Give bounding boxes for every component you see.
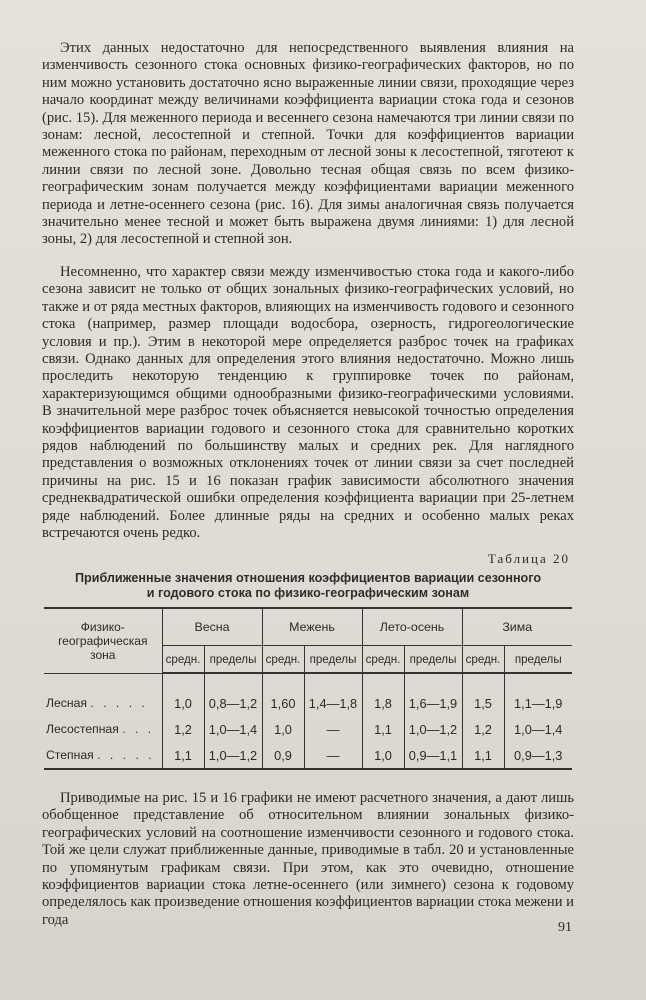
table-cell: 0,9—1,1 xyxy=(404,742,462,769)
header-season-summer-autumn: Лето-осень xyxy=(362,608,462,646)
table-cell: 1,1 xyxy=(462,742,504,769)
paragraph-3: Приводимые на рис. 15 и 16 графики не имеют расчетного значения, а дают лишь обобщенное представление об относительном влиянии зональных физико-географических условий на соотношение изменчивости сезонного и годового стока. Той же цели служат приближенные данные, приводимые в табл. 20 и установленные по упомянутым графикам связи. При этом, как это очевидно, отношение коэффициентов вариации стока летне-осеннего (или зимнего) сезона к годовому определялось как произведение отношения коэффициентов вариации стока межени и года xyxy=(42,790,574,928)
table-cell: 1,0—1,2 xyxy=(404,716,462,742)
data-table xyxy=(44,607,572,770)
table-cell: 1,0 xyxy=(162,673,204,716)
subheader-range: пределы xyxy=(504,646,572,674)
table-cell: 1,5 xyxy=(462,673,504,716)
table-cell: — xyxy=(304,716,362,742)
table-cell: 1,1 xyxy=(362,716,404,742)
header-season-spring: Весна xyxy=(162,608,262,646)
table-cell: 1,1—1,9 xyxy=(504,673,572,716)
table-cell: 1,0 xyxy=(262,716,304,742)
row-zone-name: Лесная . . . . . xyxy=(46,695,148,710)
subheader-range: пределы xyxy=(304,646,362,674)
table-cell: 1,2 xyxy=(462,716,504,742)
table-caption-line-1: Приближенные значения отношения коэффициентов вариации сезонного xyxy=(74,571,542,585)
subheader-range: пределы xyxy=(204,646,262,674)
table-cell: 1,2 xyxy=(162,716,204,742)
table-row xyxy=(44,742,572,769)
table-cell: 1,0—1,4 xyxy=(504,716,572,742)
table-cell: 1,0—1,2 xyxy=(204,742,262,769)
subheader-mean: средн. xyxy=(362,646,404,674)
header-season-winter: Зима xyxy=(462,608,572,646)
table-cell: 0,8—1,2 xyxy=(204,673,262,716)
paragraph-2: Несомненно, что характер связи между изменчивостью стока года и какого-либо сезона зависит не только от общих зональных физико-географических условий, но также и от ряда местных факторов, влияющих на изменчивость годового и сезонного стока (например, размер площади водосбора, озерность, гидрогеологические условия и пр.). Этим в некоторой мере определяется разброс точек на графиках связи. Однако данных для определения этого влияния недостаточно. Можно лишь проследить некоторую тенденцию к группировке точек по районам, характеризующимся общими однообразными физико-географическими условиями. В значительной мере разброс точек объясняется невысокой точностью определения коэффициентов вариации годового и сезонного стока для сравнительно коротких рядов наблюдений по большинству малых и средних рек. Для наглядного представления о возможных отклонениях точек от линии связи за счет последней причины на рис. 15 и 16 показан график зависимости абсолютного значения среднеквадратической ошибки определения коэффициента вариации при 25-летнем ряде наблюдений. Более длинные ряды на средних и особенно малых реках встречаются очень редко. xyxy=(42,264,574,542)
header-zone: Физико-географическая зона xyxy=(44,608,162,673)
table-cell: 0,9 xyxy=(262,742,304,769)
table-cell: 1,0 xyxy=(362,742,404,769)
table-cell: 1,60 xyxy=(262,673,304,716)
table-caption-line-2: и годового стока по физико-географическим зонам xyxy=(146,585,470,600)
table-cell: 1,6—1,9 xyxy=(404,673,462,716)
table-cell: 0,9—1,3 xyxy=(504,742,572,769)
table-cell: 1,1 xyxy=(162,742,204,769)
row-zone-name: Степная . . . . . xyxy=(44,742,162,769)
page-number: 91 xyxy=(558,920,572,935)
subheader-range: пределы xyxy=(404,646,462,674)
table-number: Таблица 20 xyxy=(487,551,570,566)
table-row xyxy=(44,716,572,742)
paragraph-1: Этих данных недостаточно для непосредственного выявления влияния на изменчивость сезонного стока основных физико-географических факторов, но по ним можно установить достаточно ясно выраженные линии связи, проходящие через начало координат между величинами коэффициента вариации стока года и сезонов (рис. 15). Для меженного периода и весеннего сезона намечаются три линии связи по зонам: лесной, лесостепной и степной. Точки для коэффициентов вариации меженного стока по районам, переходным от лесной зоны к лесостепной, тяготеют к линии связи по лесной зоне. Довольно тесная общая связь по всем физико-географическим зонам получается между коэффициентами вариации меженного периода и летне-осеннего сезона (рис. 16). Для зимы аналогичная связь получается значительно менее тесной и может быть выражена двумя линиями: 1) для лесной зоны, 2) для лесостепной и степной зон. xyxy=(42,40,574,248)
table-cell: 1,0—1,4 xyxy=(204,716,262,742)
subheader-mean: средн. xyxy=(162,646,204,674)
subheader-mean: средн. xyxy=(262,646,304,674)
table-caption xyxy=(42,571,574,600)
row-zone-name: Лесостепная . . . xyxy=(46,722,155,736)
table-cell: 1,4—1,8 xyxy=(304,673,362,716)
subheader-mean: средн. xyxy=(462,646,504,674)
header-season-lowwater: Межень xyxy=(262,608,362,646)
table-cell: — xyxy=(304,742,362,769)
table-cell: 1,8 xyxy=(362,673,404,716)
table-row xyxy=(44,673,572,716)
